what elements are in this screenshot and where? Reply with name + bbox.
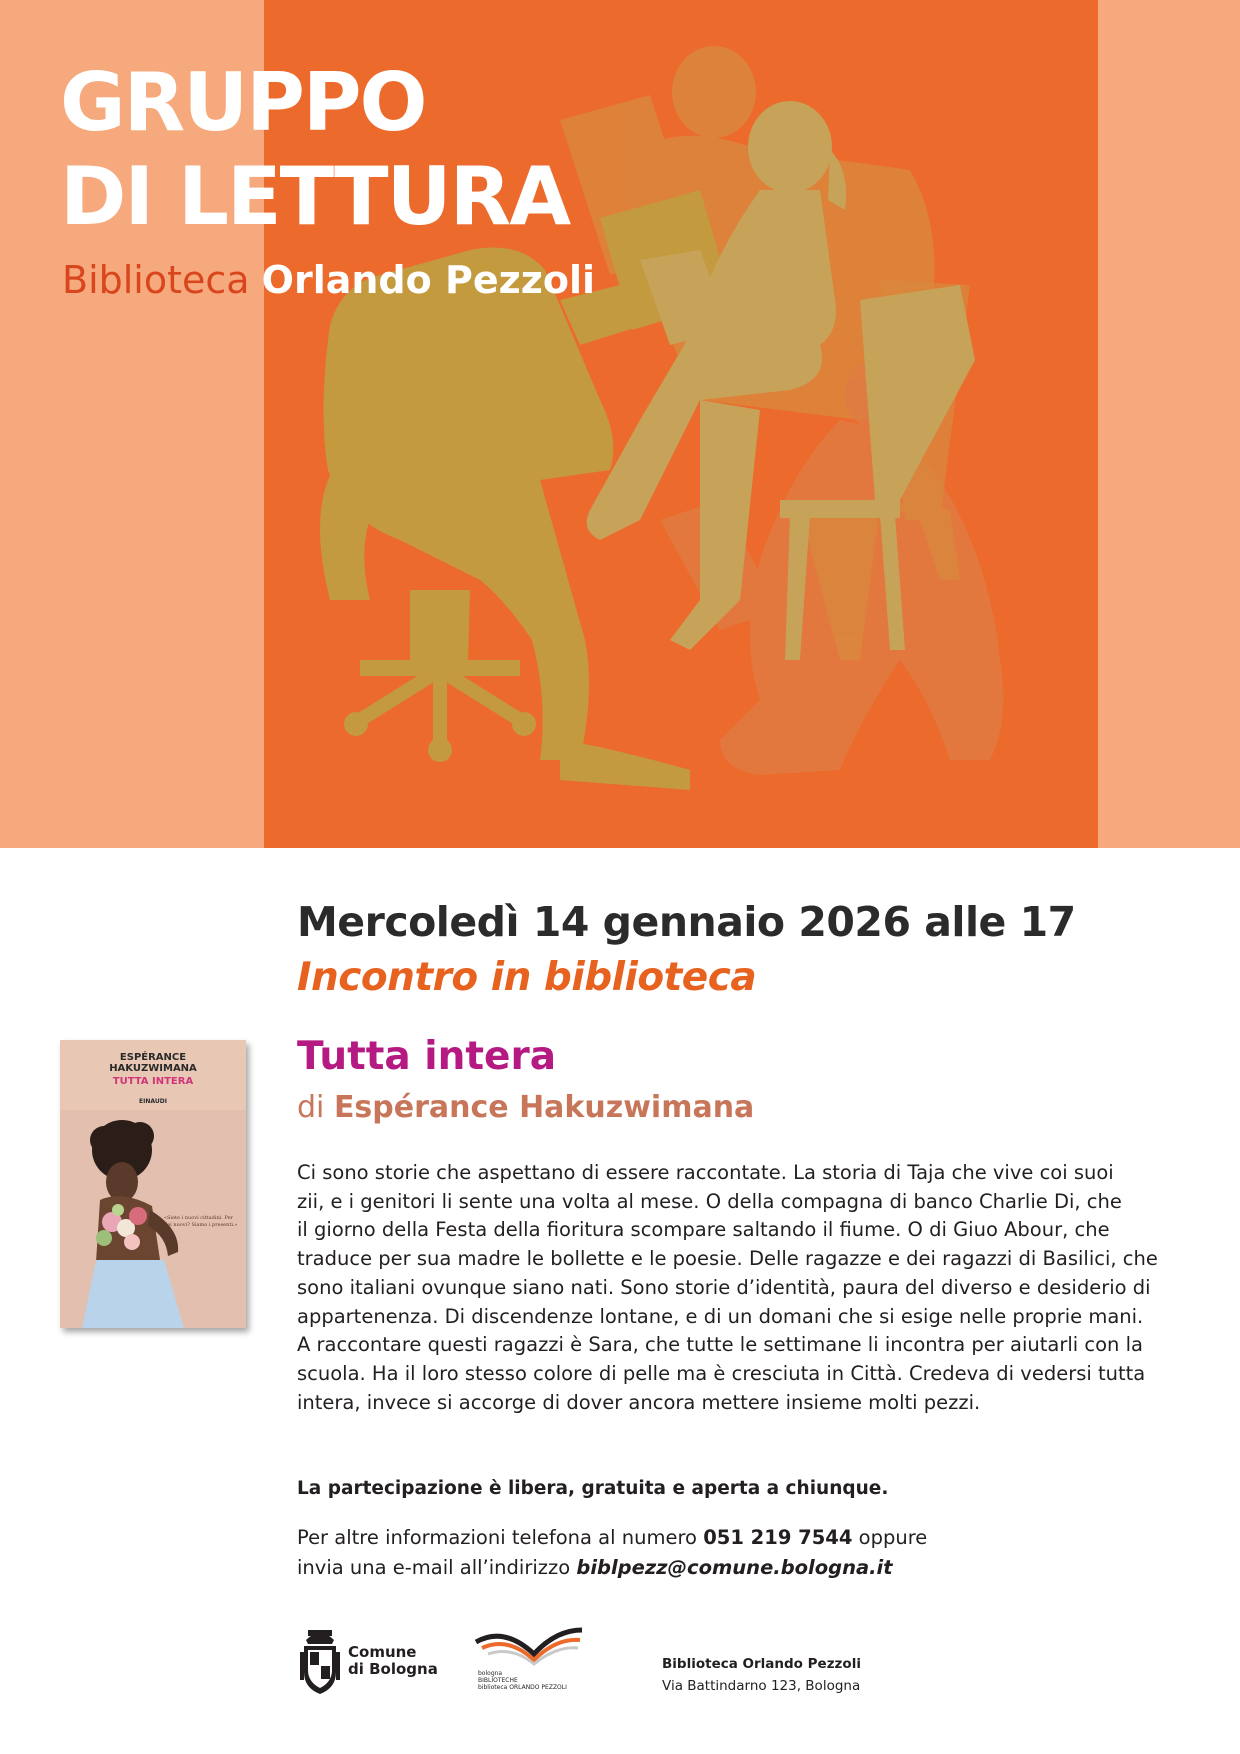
author-prefix: di: [297, 1090, 325, 1125]
network-line-2: BIBLIOTECHE: [478, 1677, 518, 1684]
synopsis-line: zii, e i genitori li sente una volta al mese. O della compagna di banco Charlie Di, che: [297, 1189, 1122, 1213]
cover-quote: «Siete i nuovi cittadini. Per dei nuovi? Siamo i presenti.»: [164, 1215, 238, 1228]
comune-line-1: Comune: [348, 1643, 417, 1661]
open-book-icon: [474, 1624, 586, 1670]
phone-number[interactable]: 051 219 7544: [703, 1526, 853, 1549]
page-title: [60, 56, 569, 244]
contact-phone-prefix: Per altre informazioni telefona al numero: [297, 1526, 697, 1549]
cover-publisher: EINAUDI: [139, 1098, 167, 1105]
cover-author: [60, 1052, 246, 1074]
participation-note: La partecipazione è libera, gratuita e aperta a chiunque.: [297, 1478, 889, 1499]
book-title: Tutta intera: [297, 1034, 557, 1079]
event-type: Incontro in biblioteca: [297, 955, 757, 1000]
synopsis-line: scuola. Ha il loro stesso colore di pelle ma è cresciuta in Città. Credeva di vedersi tutta: [297, 1361, 1146, 1385]
comune-text: [348, 1644, 438, 1678]
cover-author-line-2: HAKUZWIMANA: [109, 1063, 197, 1074]
book-cover: [60, 1040, 246, 1328]
comune-line-2: di Bologna: [348, 1660, 438, 1678]
cover-author-line-1: ESPÉRANCE: [119, 1052, 187, 1063]
library-prefix: Biblioteca: [62, 258, 250, 302]
title-line-2: DI LETTURA: [60, 150, 570, 243]
hero-banner: [0, 0, 1240, 848]
library-address: [662, 1653, 861, 1697]
comune-di-bologna-logo: [298, 1622, 448, 1698]
biblioteche-logo-text: [478, 1670, 598, 1691]
synopsis-line: traduce per sua madre le bollette e le poesie. Delle ragazze e dei ragazzi di Basilici, che: [297, 1247, 1158, 1271]
synopsis-line: il giorno della Festa della fioritura scompare saltando il fiume. O di Giuo Abour, che: [297, 1218, 1110, 1242]
synopsis-line: sono italiani ovunque siano nati. Sono storie d’identità, paura del diverso e desiderio di: [297, 1275, 1151, 1299]
library-subtitle: [62, 256, 595, 304]
synopsis-line: appartenenza. Di discendenze lontane, e di un domani che si esige nelle proprie mani.: [297, 1304, 1144, 1328]
contact-phone-line: [297, 1523, 927, 1553]
book-author-line: [297, 1088, 754, 1128]
book-author: Espérance Hakuzwimana: [333, 1090, 755, 1125]
event-date: Mercoledì 14 gennaio 2026 alle 17: [297, 898, 1076, 946]
biblioteche-bologna-logo: [474, 1624, 586, 1700]
network-line-1: bologna: [478, 1670, 503, 1677]
cover-title: TUTTA INTERA: [112, 1076, 194, 1087]
contact-email-prefix: invia una e-mail all’indirizzo: [297, 1556, 571, 1579]
network-line-3: biblioteca ORLANDO PEZZOLI: [478, 1684, 567, 1691]
contact-info: [297, 1523, 927, 1583]
synopsis-line: A raccontare questi ragazzi è Sara, che tutte le settimane li incontra per aiutarli con la: [297, 1333, 1143, 1357]
address-street: Via Battindarno 123, Bologna: [662, 1678, 861, 1694]
title-line-1: GRUPPO: [60, 56, 426, 149]
book-synopsis: [297, 1159, 1177, 1417]
synopsis-line: Ci sono storie che aspettano di essere raccontate. La storia di Taja che vive coi suoi: [297, 1161, 1114, 1184]
coat-of-arms-icon: [298, 1622, 342, 1698]
contact-email-line: [297, 1553, 927, 1583]
contact-phone-suffix: oppure: [858, 1526, 928, 1549]
synopsis-line: intera, invece si accorge di dover ancora mettere insieme molti pezzi.: [297, 1390, 981, 1414]
library-name: Orlando Pezzoli: [261, 258, 595, 302]
email-link[interactable]: biblpezz@comune.bologna.it: [576, 1556, 893, 1579]
address-name: Biblioteca Orlando Pezzoli: [662, 1656, 861, 1672]
